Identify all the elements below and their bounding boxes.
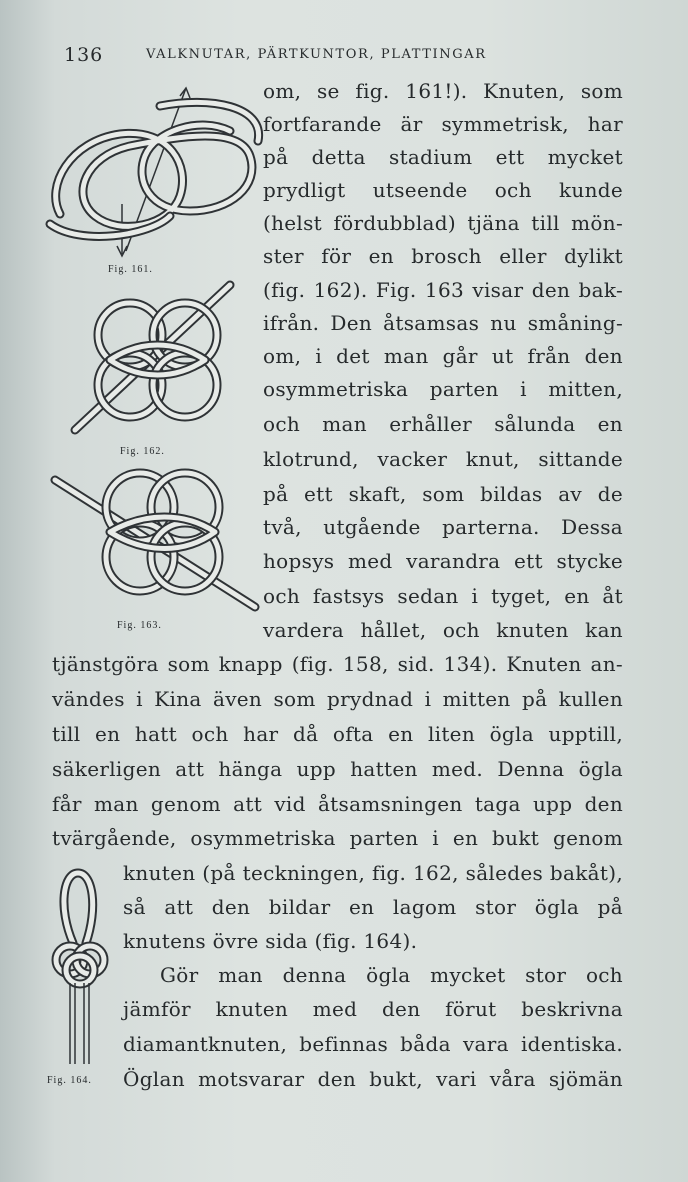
text-line: får man genom att vid åtsamsningen taga upp den (52, 792, 623, 816)
text-line: om, se fig. 161!). Knuten, som (263, 79, 623, 103)
text-line: knuten (på teckningen, fig. 162, således bakåt), (123, 861, 623, 885)
text-line: till en hatt och har då ofta en liten ögla upptill, (52, 722, 623, 746)
text-line: om, i det man går ut från den (263, 344, 623, 368)
running-head: VALKNUTAR, PÄRTKUNTOR, PLATTINGAR (146, 47, 487, 62)
text-line: Gör man denna ögla mycket stor och (160, 963, 623, 987)
text-line: tvärgående, osymmetriska parten i en bukt genom (52, 826, 623, 850)
text-line: och man erhåller sålunda en (263, 412, 623, 436)
figure-162-caption: Fig. 162. (120, 446, 165, 457)
text-line: två, utgående parterna. Dessa (263, 515, 623, 539)
text-line: ster för en brosch eller dylikt (263, 244, 623, 268)
text-line: vändes i Kina även som prydnad i mitten på kullen (52, 687, 623, 711)
text-line: Öglan motsvarar den bukt, vari våra sjömän (123, 1067, 623, 1091)
text-line: hopsys med varandra ett stycke (263, 549, 623, 573)
text-line: ifrån. Den åtsamsas nu småning- (263, 311, 623, 335)
figure-163-caption: Fig. 163. (117, 620, 162, 631)
text-line: tjänstgöra som knapp (fig. 158, sid. 134). Knuten an- (52, 652, 623, 676)
figure-161-caption: Fig. 161. (108, 264, 153, 275)
page-header (64, 44, 624, 68)
knot-figure-162 (70, 280, 245, 440)
knot-figure-164 (48, 868, 118, 1068)
text-line: vardera hållet, och knuten kan (263, 618, 623, 642)
text-line: så att den bildar en lagom stor ögla på (123, 895, 623, 919)
text-line: fortfarande är symmetrisk, har (263, 112, 623, 136)
figure-164-caption: Fig. 164. (47, 1075, 92, 1086)
text-line: knutens övre sida (fig. 164). (123, 929, 418, 953)
knot-figure-163 (55, 462, 260, 622)
text-line: diamantknuten, befinnas båda vara identiska. (123, 1032, 623, 1056)
text-line: säkerligen att hänga upp hatten med. Denna ögla (52, 757, 623, 781)
page-number: 136 (64, 44, 104, 66)
text-line: jämför knuten med den förut beskrivna (123, 997, 623, 1021)
text-line: på ett skaft, som bildas av de (263, 482, 623, 506)
text-line: prydligt utseende och kunde (263, 178, 623, 202)
knot-figure-161 (40, 86, 265, 261)
text-line: (helst fördubblad) tjäna till mön- (263, 211, 623, 235)
text-line: och fastsys sedan i tyget, en åt (263, 584, 623, 608)
text-line: osymmetriska parten i mitten, (263, 377, 623, 401)
text-line: klotrund, vacker knut, sittande (263, 447, 623, 471)
text-line: på detta stadium ett mycket (263, 145, 623, 169)
text-line: (fig. 162). Fig. 163 visar den bak- (263, 278, 623, 302)
